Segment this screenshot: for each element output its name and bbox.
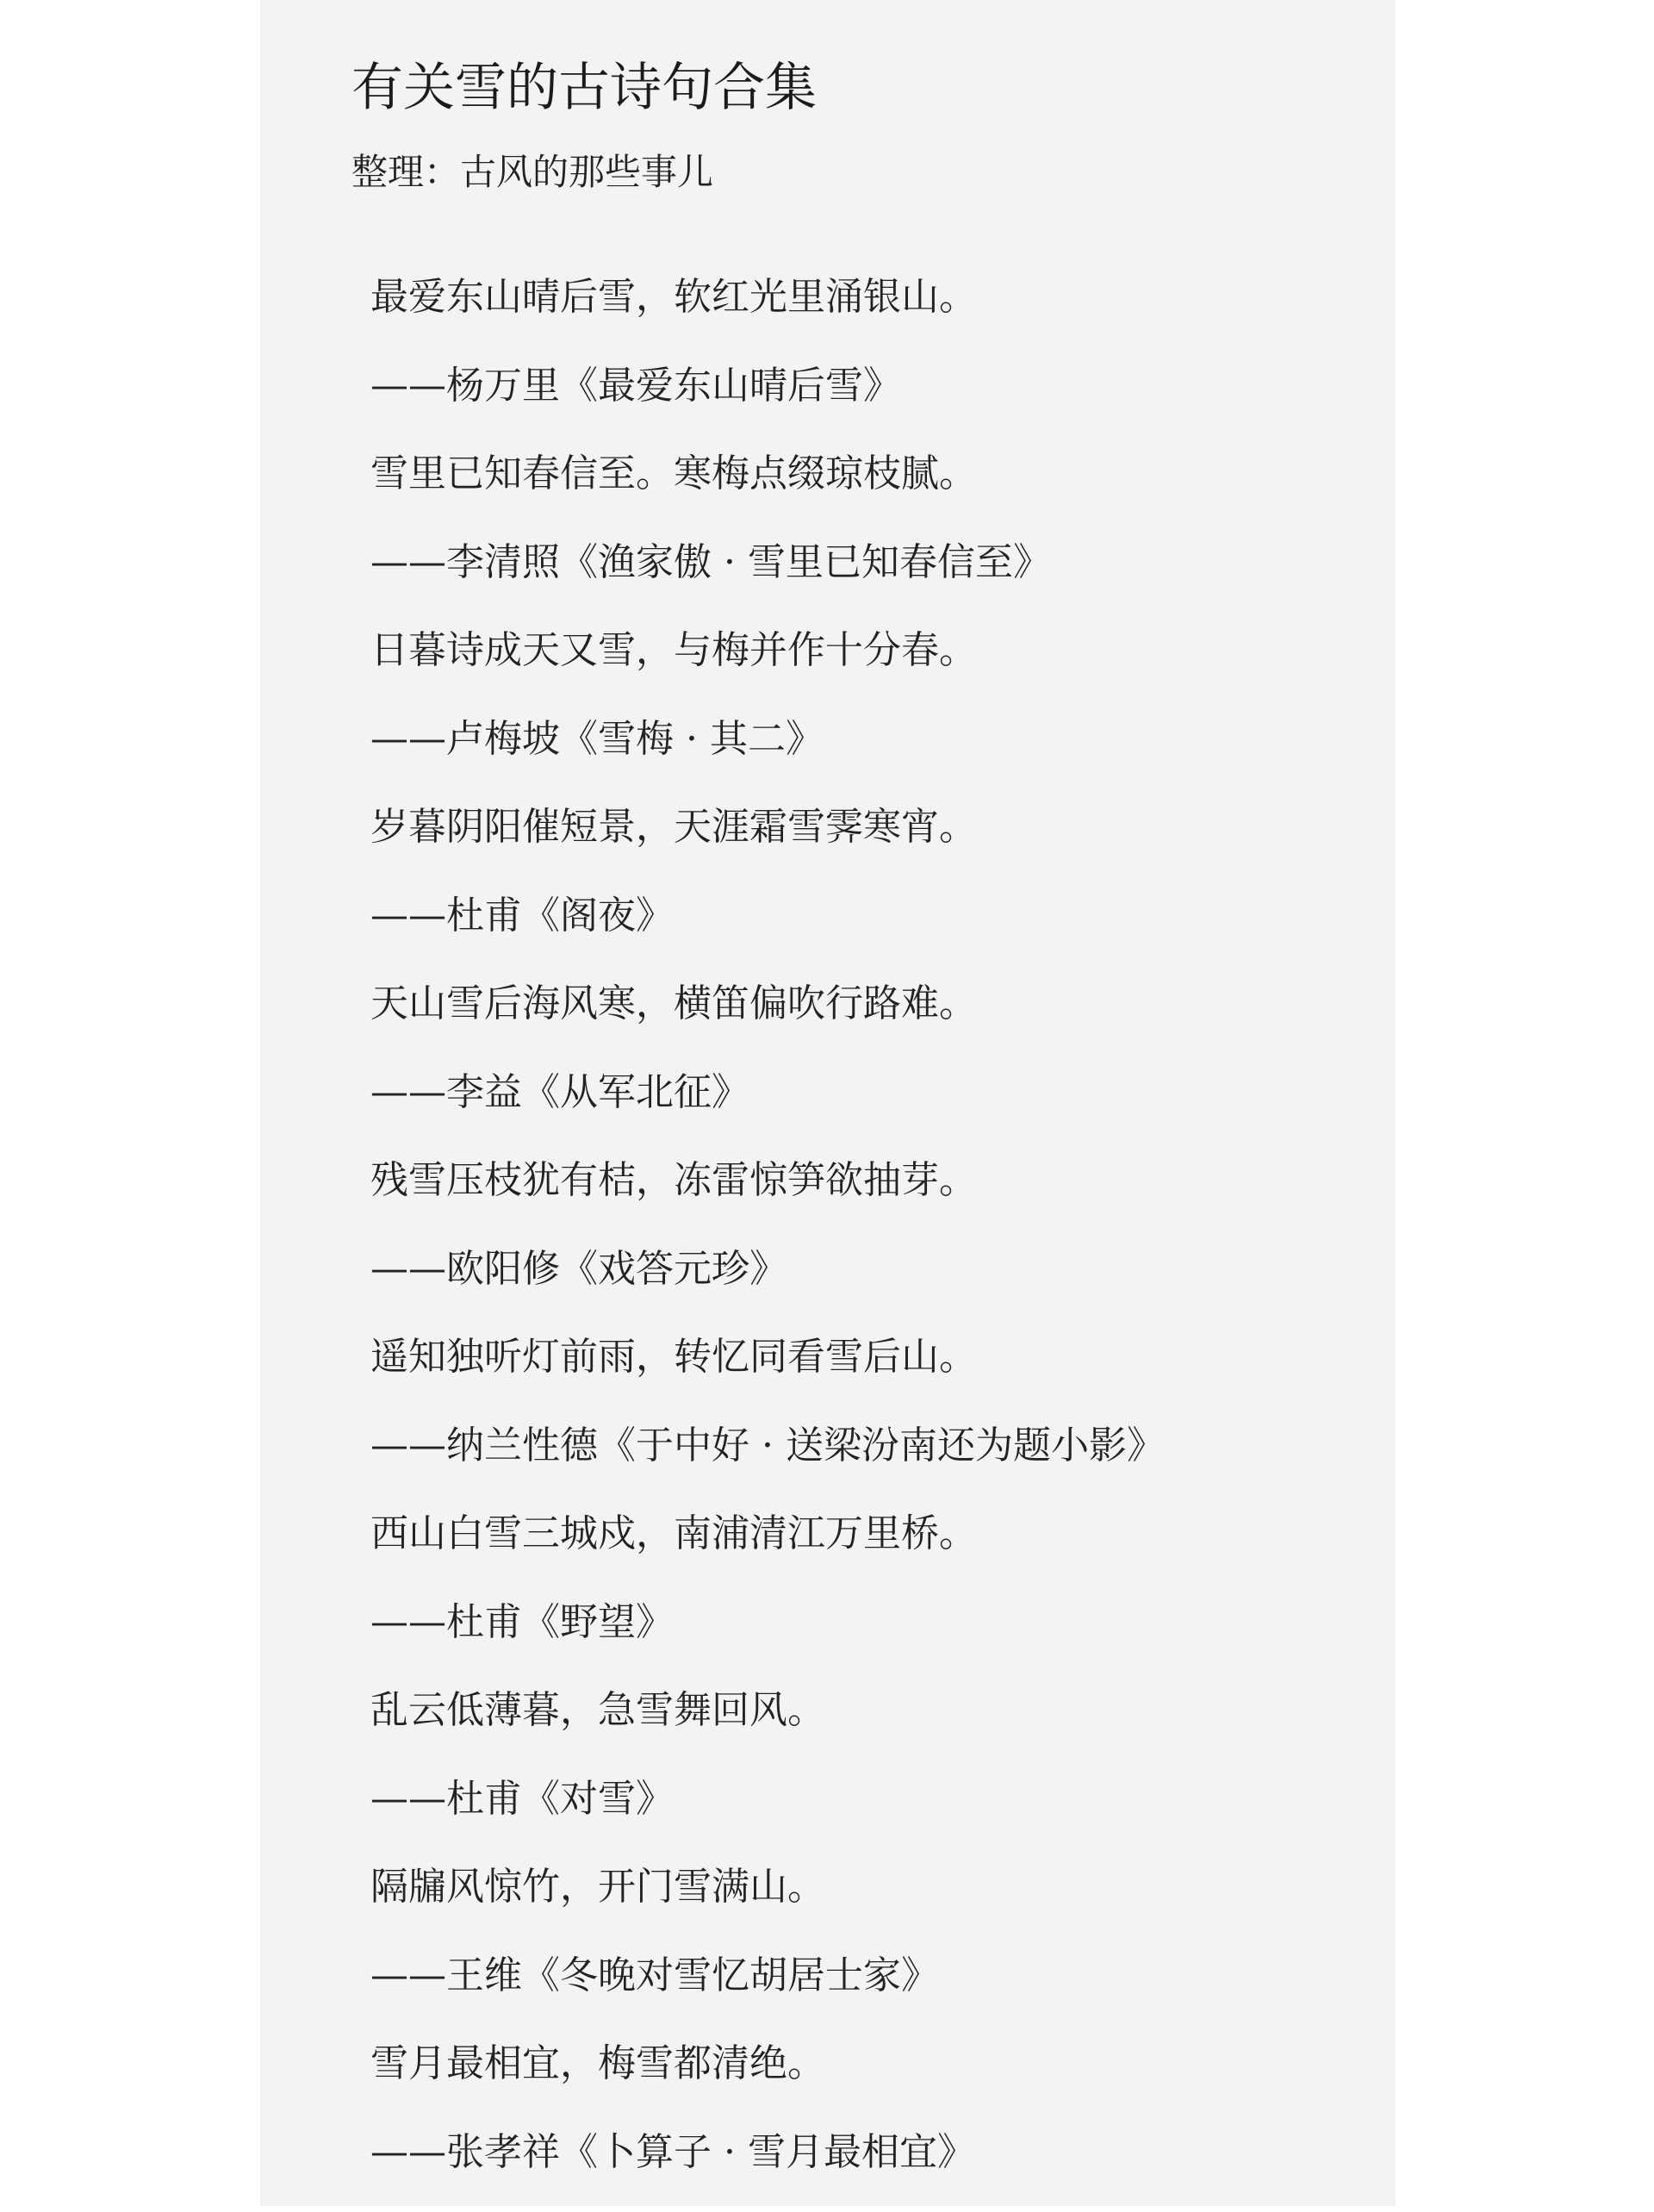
poem-source: ——杜甫《对雪》 [370, 1771, 1370, 1860]
poem-source: ——纳兰性德《于中好 · 送梁汾南还为题小影》 [370, 1418, 1370, 1506]
poem-list [370, 269, 1370, 2212]
poem-source: ——杨万里《最爱东山晴后雪》 [370, 358, 1370, 446]
poem-verse: 岁暮阴阳催短景，天涯霜雪霁寒宵。 [370, 799, 1370, 888]
poem-source: ——李清照《渔家傲 · 雪里已知春信至》 [370, 534, 1370, 623]
page-subtitle: 整理：古风的那些事儿 [351, 146, 713, 198]
poem-source: ——李益《从军北征》 [370, 1064, 1370, 1153]
poem-verse: 遥知独听灯前雨，转忆同看雪后山。 [370, 1329, 1370, 1418]
poem-source: ——张孝祥《卜算子 · 雪月最相宜》 [370, 2124, 1370, 2212]
page-title: 有关雪的古诗句合集 [351, 50, 817, 126]
poem-verse: 雪里已知春信至。寒梅点缀琼枝腻。 [370, 446, 1370, 534]
poem-source: ——欧阳修《戏答元珍》 [370, 1241, 1370, 1330]
poem-verse: 天山雪后海风寒，横笛偏吹行路难。 [370, 975, 1370, 1064]
poem-verse: 西山白雪三城戍，南浦清江万里桥。 [370, 1505, 1370, 1594]
poem-verse: 雪月最相宜，梅雪都清绝。 [370, 2035, 1370, 2124]
poem-source: ——杜甫《阁夜》 [370, 888, 1370, 976]
poem-verse: 最爱东山晴后雪，软红光里涌银山。 [370, 269, 1370, 358]
poem-source: ——卢梅坡《雪梅 · 其二》 [370, 711, 1370, 800]
poem-verse: 隔牖风惊竹，开门雪满山。 [370, 1859, 1370, 1947]
document-page [260, 0, 1396, 2206]
poem-verse: 残雪压枝犹有桔，冻雷惊笋欲抽芽。 [370, 1152, 1370, 1241]
poem-source: ——王维《冬晚对雪忆胡居士家》 [370, 1947, 1370, 2036]
poem-source: ——杜甫《野望》 [370, 1594, 1370, 1683]
poem-verse: 乱云低薄暮，急雪舞回风。 [370, 1682, 1370, 1771]
poem-verse: 日暮诗成天又雪，与梅并作十分春。 [370, 622, 1370, 711]
